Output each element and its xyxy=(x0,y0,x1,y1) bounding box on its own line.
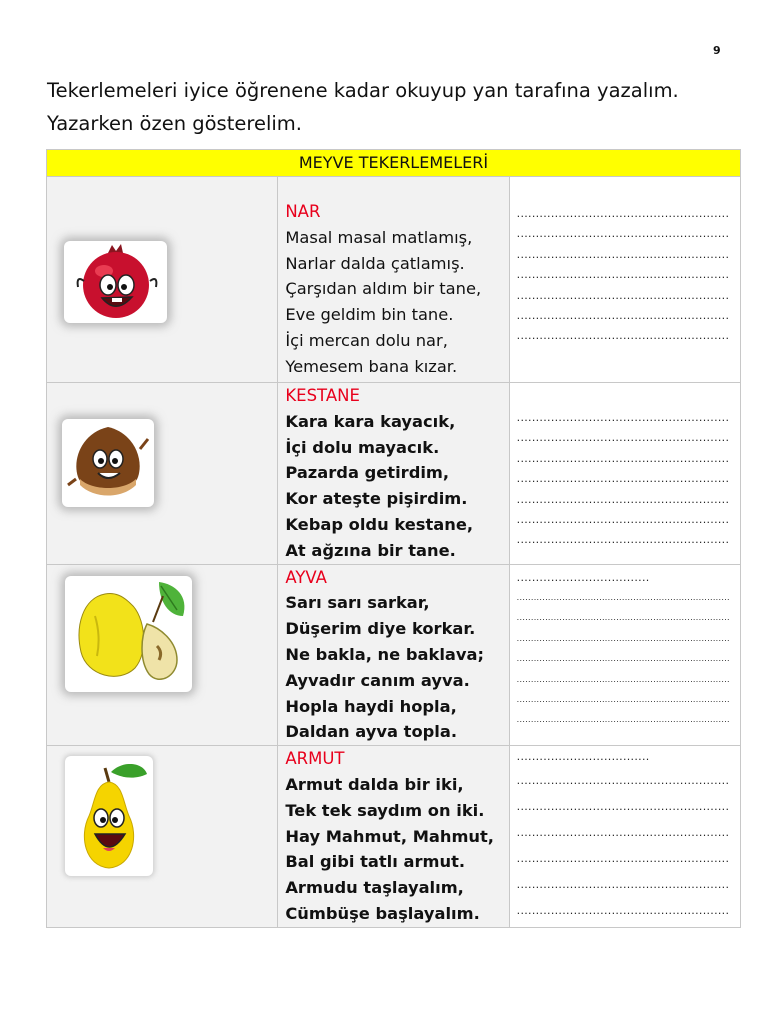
dotted-writing-line[interactable] xyxy=(517,899,730,925)
dotted-writing-line[interactable] xyxy=(517,847,730,873)
table-row xyxy=(47,177,741,383)
poem-line: Sarı sarı sarkar, xyxy=(285,593,430,613)
dotted-writing-line[interactable] xyxy=(517,630,730,650)
poem-line: Hay Mahmut, Mahmut, xyxy=(285,826,494,846)
dotted-writing-line[interactable] xyxy=(517,327,730,347)
poem-line: Armut dalda bir iki, xyxy=(285,774,464,794)
poem-title: ARMUT xyxy=(285,749,345,769)
instructions-line-1: Tekerlemeleri iyice öğrenene kadar okuyup yan tarafına yazalım. xyxy=(47,79,679,102)
dotted-writing-line[interactable] xyxy=(517,711,730,731)
dotted-writing-line[interactable] xyxy=(517,569,730,589)
table-header-row xyxy=(47,150,741,177)
poem-line: Ne bakla, ne baklava; xyxy=(285,644,485,664)
poem-line: Kor ateşte pişirdim. xyxy=(285,489,468,509)
dotted-writing-line[interactable] xyxy=(517,769,730,795)
dotted-writing-line[interactable] xyxy=(517,873,730,899)
dotted-writing-line[interactable] xyxy=(517,266,730,286)
poem-line: At ağzına bir tane. xyxy=(285,540,456,560)
dotted-writing-line[interactable] xyxy=(517,246,730,266)
pomegranate-image xyxy=(64,241,167,323)
quince-image xyxy=(65,576,192,692)
poem-armut xyxy=(278,746,508,927)
writing-area[interactable] xyxy=(509,564,740,746)
poem-cell xyxy=(278,564,509,746)
writing-area[interactable] xyxy=(509,383,740,565)
poem-line: Hopla haydi hopla, xyxy=(285,696,457,716)
rhymes-table xyxy=(46,149,741,928)
poem-line: Yemesem bana kızar. xyxy=(285,356,458,376)
dotted-writing-line[interactable] xyxy=(517,589,730,609)
dotted-writing-line[interactable] xyxy=(517,287,730,307)
poem-ayva xyxy=(278,565,508,746)
poem-line: Daldan ayva topla. xyxy=(285,722,458,742)
poem-line: Kebap oldu kestane, xyxy=(285,514,474,534)
dotted-writing-line[interactable] xyxy=(517,511,730,531)
table-header: MEYVE TEKERLEMELERİ xyxy=(47,150,741,177)
table-row xyxy=(47,746,741,928)
writing-area[interactable] xyxy=(509,177,740,383)
image-cell xyxy=(47,746,278,928)
poem-line: Pazarda getirdim, xyxy=(285,463,450,483)
dotted-writing-line[interactable] xyxy=(517,429,730,449)
chestnut-image xyxy=(62,419,154,507)
poem-line: Narlar dalda çatlamış. xyxy=(285,253,465,273)
poem-title: AYVA xyxy=(285,567,327,587)
dotted-writing-line[interactable] xyxy=(517,409,730,429)
table-row xyxy=(47,564,741,746)
dotted-writing-line[interactable] xyxy=(517,795,730,821)
instructions xyxy=(47,74,747,140)
poem-line: İçi dolu mayacık. xyxy=(285,437,440,457)
dotted-writing-line[interactable] xyxy=(517,450,730,470)
page-number: 9 xyxy=(713,44,721,57)
poem-line: Eve geldim bin tane. xyxy=(285,305,454,325)
pear-image xyxy=(65,756,153,876)
poem-line: Bal gibi tatlı armut. xyxy=(285,852,466,872)
table-row xyxy=(47,383,741,565)
dotted-writing-line[interactable] xyxy=(517,470,730,490)
dotted-writing-line[interactable] xyxy=(517,691,730,711)
poem-line: Düşerim diye korkar. xyxy=(285,619,476,639)
poem-title: KESTANE xyxy=(285,386,360,405)
dotted-writing-line[interactable] xyxy=(517,307,730,327)
dotted-writing-line[interactable] xyxy=(517,748,730,768)
image-cell xyxy=(47,177,278,383)
poem-line: Çarşıdan aldım bir tane, xyxy=(285,279,482,299)
poem-cell xyxy=(278,383,509,565)
poem-line: İçi mercan dolu nar, xyxy=(285,330,448,350)
dotted-writing-line[interactable] xyxy=(517,531,730,551)
poem-line: Tek tek saydım on iki. xyxy=(285,800,485,820)
poem-line: Masal masal matlamış, xyxy=(285,227,473,247)
dotted-writing-line[interactable] xyxy=(517,671,730,691)
dotted-writing-line[interactable] xyxy=(517,225,730,245)
dotted-writing-line[interactable] xyxy=(517,650,730,670)
poem-title: NAR xyxy=(285,202,321,221)
poem-line: Kara kara kayacık, xyxy=(285,411,456,431)
dotted-writing-line[interactable] xyxy=(517,205,730,225)
dotted-writing-line[interactable] xyxy=(517,609,730,629)
poem-line: Armudu taşlayalım, xyxy=(285,878,464,898)
poem-line: Cümbüşe başlayalım. xyxy=(285,903,480,923)
dotted-writing-line[interactable] xyxy=(517,491,730,511)
dotted-writing-line[interactable] xyxy=(517,821,730,847)
instructions-line-2: Yazarken özen gösterelim. xyxy=(47,112,302,135)
poem-nar xyxy=(278,177,508,380)
image-cell xyxy=(47,383,278,565)
poem-cell xyxy=(278,177,509,383)
poem-cell xyxy=(278,746,509,928)
image-cell xyxy=(47,564,278,746)
poem-line: Ayvadır canım ayva. xyxy=(285,670,470,690)
poem-kestane xyxy=(278,383,508,564)
writing-area[interactable] xyxy=(509,746,740,928)
